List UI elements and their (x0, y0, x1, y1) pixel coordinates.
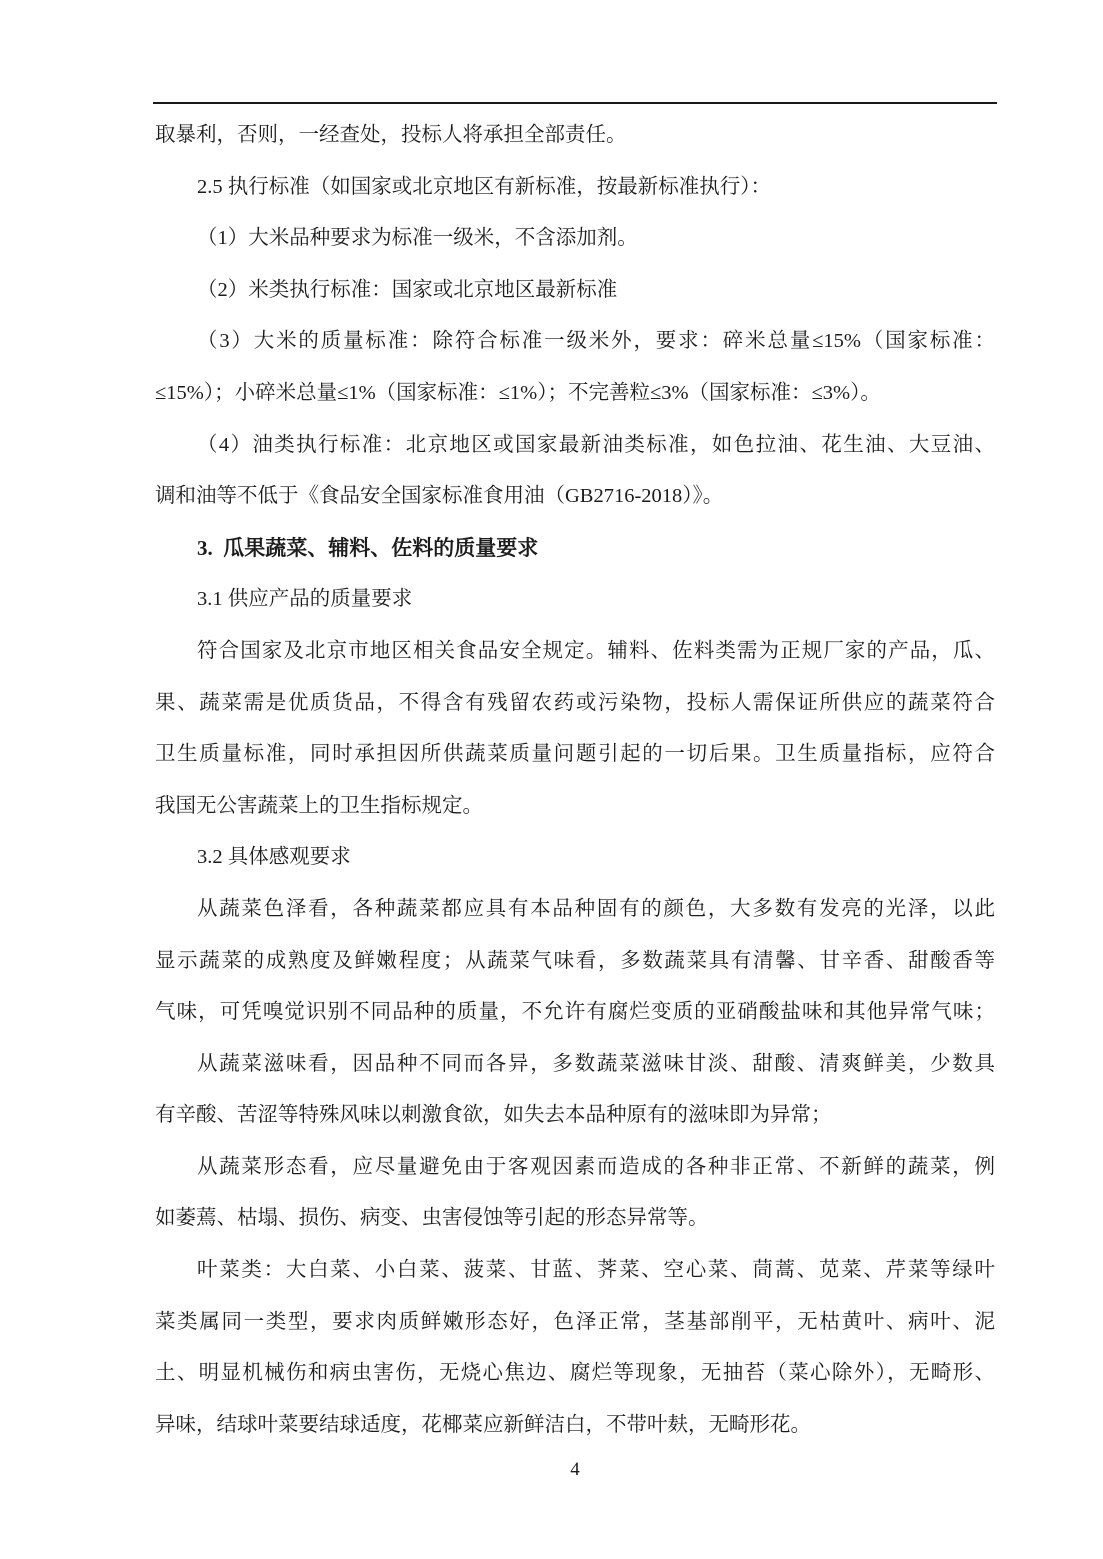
paragraph-line: 菜类属同一类型，要求肉质鲜嫩形态好，色泽正常，茎基部削平，无枯黄叶、病叶、泥 (155, 1310, 995, 1333)
paragraph-line: ≤15%）；小碎米总量≤1%（国家标准：≤1%）；不完善粒≤3%（国家标准：≤3%）。 (155, 381, 881, 404)
paragraph-line: 土、明显机械伤和病虫害伤，无烧心焦边、腐烂等现象，无抽苔（菜心除外），无畸形、 (155, 1362, 995, 1385)
section-3-1-heading: 3.1 供应产品的质量要求 (197, 588, 413, 611)
paragraph-line: 有辛酸、苦涩等特殊风味以刺激食欲，如失去本品种原有的滋味即为异常； (155, 1104, 832, 1127)
paragraph-line: 异味，结球叶菜要结球适度，花椰菜应新鲜洁白，不带叶麸，无畸形花。 (155, 1413, 811, 1436)
paragraph-line: 调和油等不低于《食品安全国家标准食用油（GB2716-2018）》。 (155, 485, 724, 508)
paragraph-line: （1）大米品种要求为标准一级米，不含添加剂。 (197, 227, 638, 250)
paragraph-line: 从蔬菜形态看，应尽量避免由于客观因素而造成的各种非正常、不新鲜的蔬菜，例 (197, 1155, 995, 1178)
paragraph-line: （3）大米的质量标准：除符合标准一级米外，要求：碎米总量≤15%（国家标准： (197, 330, 995, 353)
paragraph-line: 从蔬菜色泽看，各种蔬菜都应具有本品种固有的颜色，大多数有发亮的光泽，以此 (197, 897, 995, 920)
paragraph-line: 卫生质量标准，同时承担因所供蔬菜质量问题引起的一切后果。卫生质量指标，应符合 (155, 743, 995, 766)
paragraph-line: 2.5 执行标准（如国家或北京地区有新标准，按最新标准执行）： (197, 175, 771, 198)
paragraph-line: 从蔬菜滋味看，因品种不同而各异，多数蔬菜滋味甘淡、甜酸、清爽鲜美，少数具 (197, 1052, 995, 1075)
paragraph-line: 果、蔬菜需是优质货品，不得含有残留农药或污染物，投标人需保证所供应的蔬菜符合 (155, 691, 995, 714)
paragraph-line: 气味，可凭嗅觉识别不同品种的质量，不允许有腐烂变质的亚硝酸盐味和其他异常气味； (155, 1001, 995, 1024)
paragraph-line: 我国无公害蔬菜上的卫生指标规定。 (155, 794, 483, 817)
paragraph-line: （4）油类执行标准：北京地区或国家最新油类标准，如色拉油、花生油、大豆油、 (197, 433, 995, 456)
paragraph-line: （2）米类执行标准：国家或北京地区最新标准 (197, 278, 618, 301)
section-3-2-heading: 3.2 具体感观要求 (197, 846, 351, 869)
paragraph-line: 叶菜类：大白菜、小白菜、菠菜、甘蓝、荠菜、空心菜、茼蒿、苋菜、芹菜等绿叶 (197, 1259, 995, 1282)
page-number: 4 (570, 1459, 580, 1480)
section-3-heading: 3. 瓜果蔬菜、辅料、佐料的质量要求 (197, 535, 539, 560)
paragraph-line: 符合国家及北京市地区相关食品安全规定。辅料、佐料类需为正规厂家的产品，瓜、 (197, 639, 995, 662)
paragraph-line: 取暴利，否则，一经查处，投标人将承担全部责任。 (155, 124, 627, 146)
paragraph-line: 显示蔬菜的成熟度及鲜嫩程度；从蔬菜气味看，多数蔬菜具有清馨、甘辛香、甜酸香等 (155, 949, 995, 972)
header-rule (153, 102, 997, 104)
document-body (155, 110, 995, 1451)
paragraph-line: 如萎蔫、枯塌、损伤、病变、虫害侵蚀等引起的形态异常等。 (155, 1207, 709, 1230)
